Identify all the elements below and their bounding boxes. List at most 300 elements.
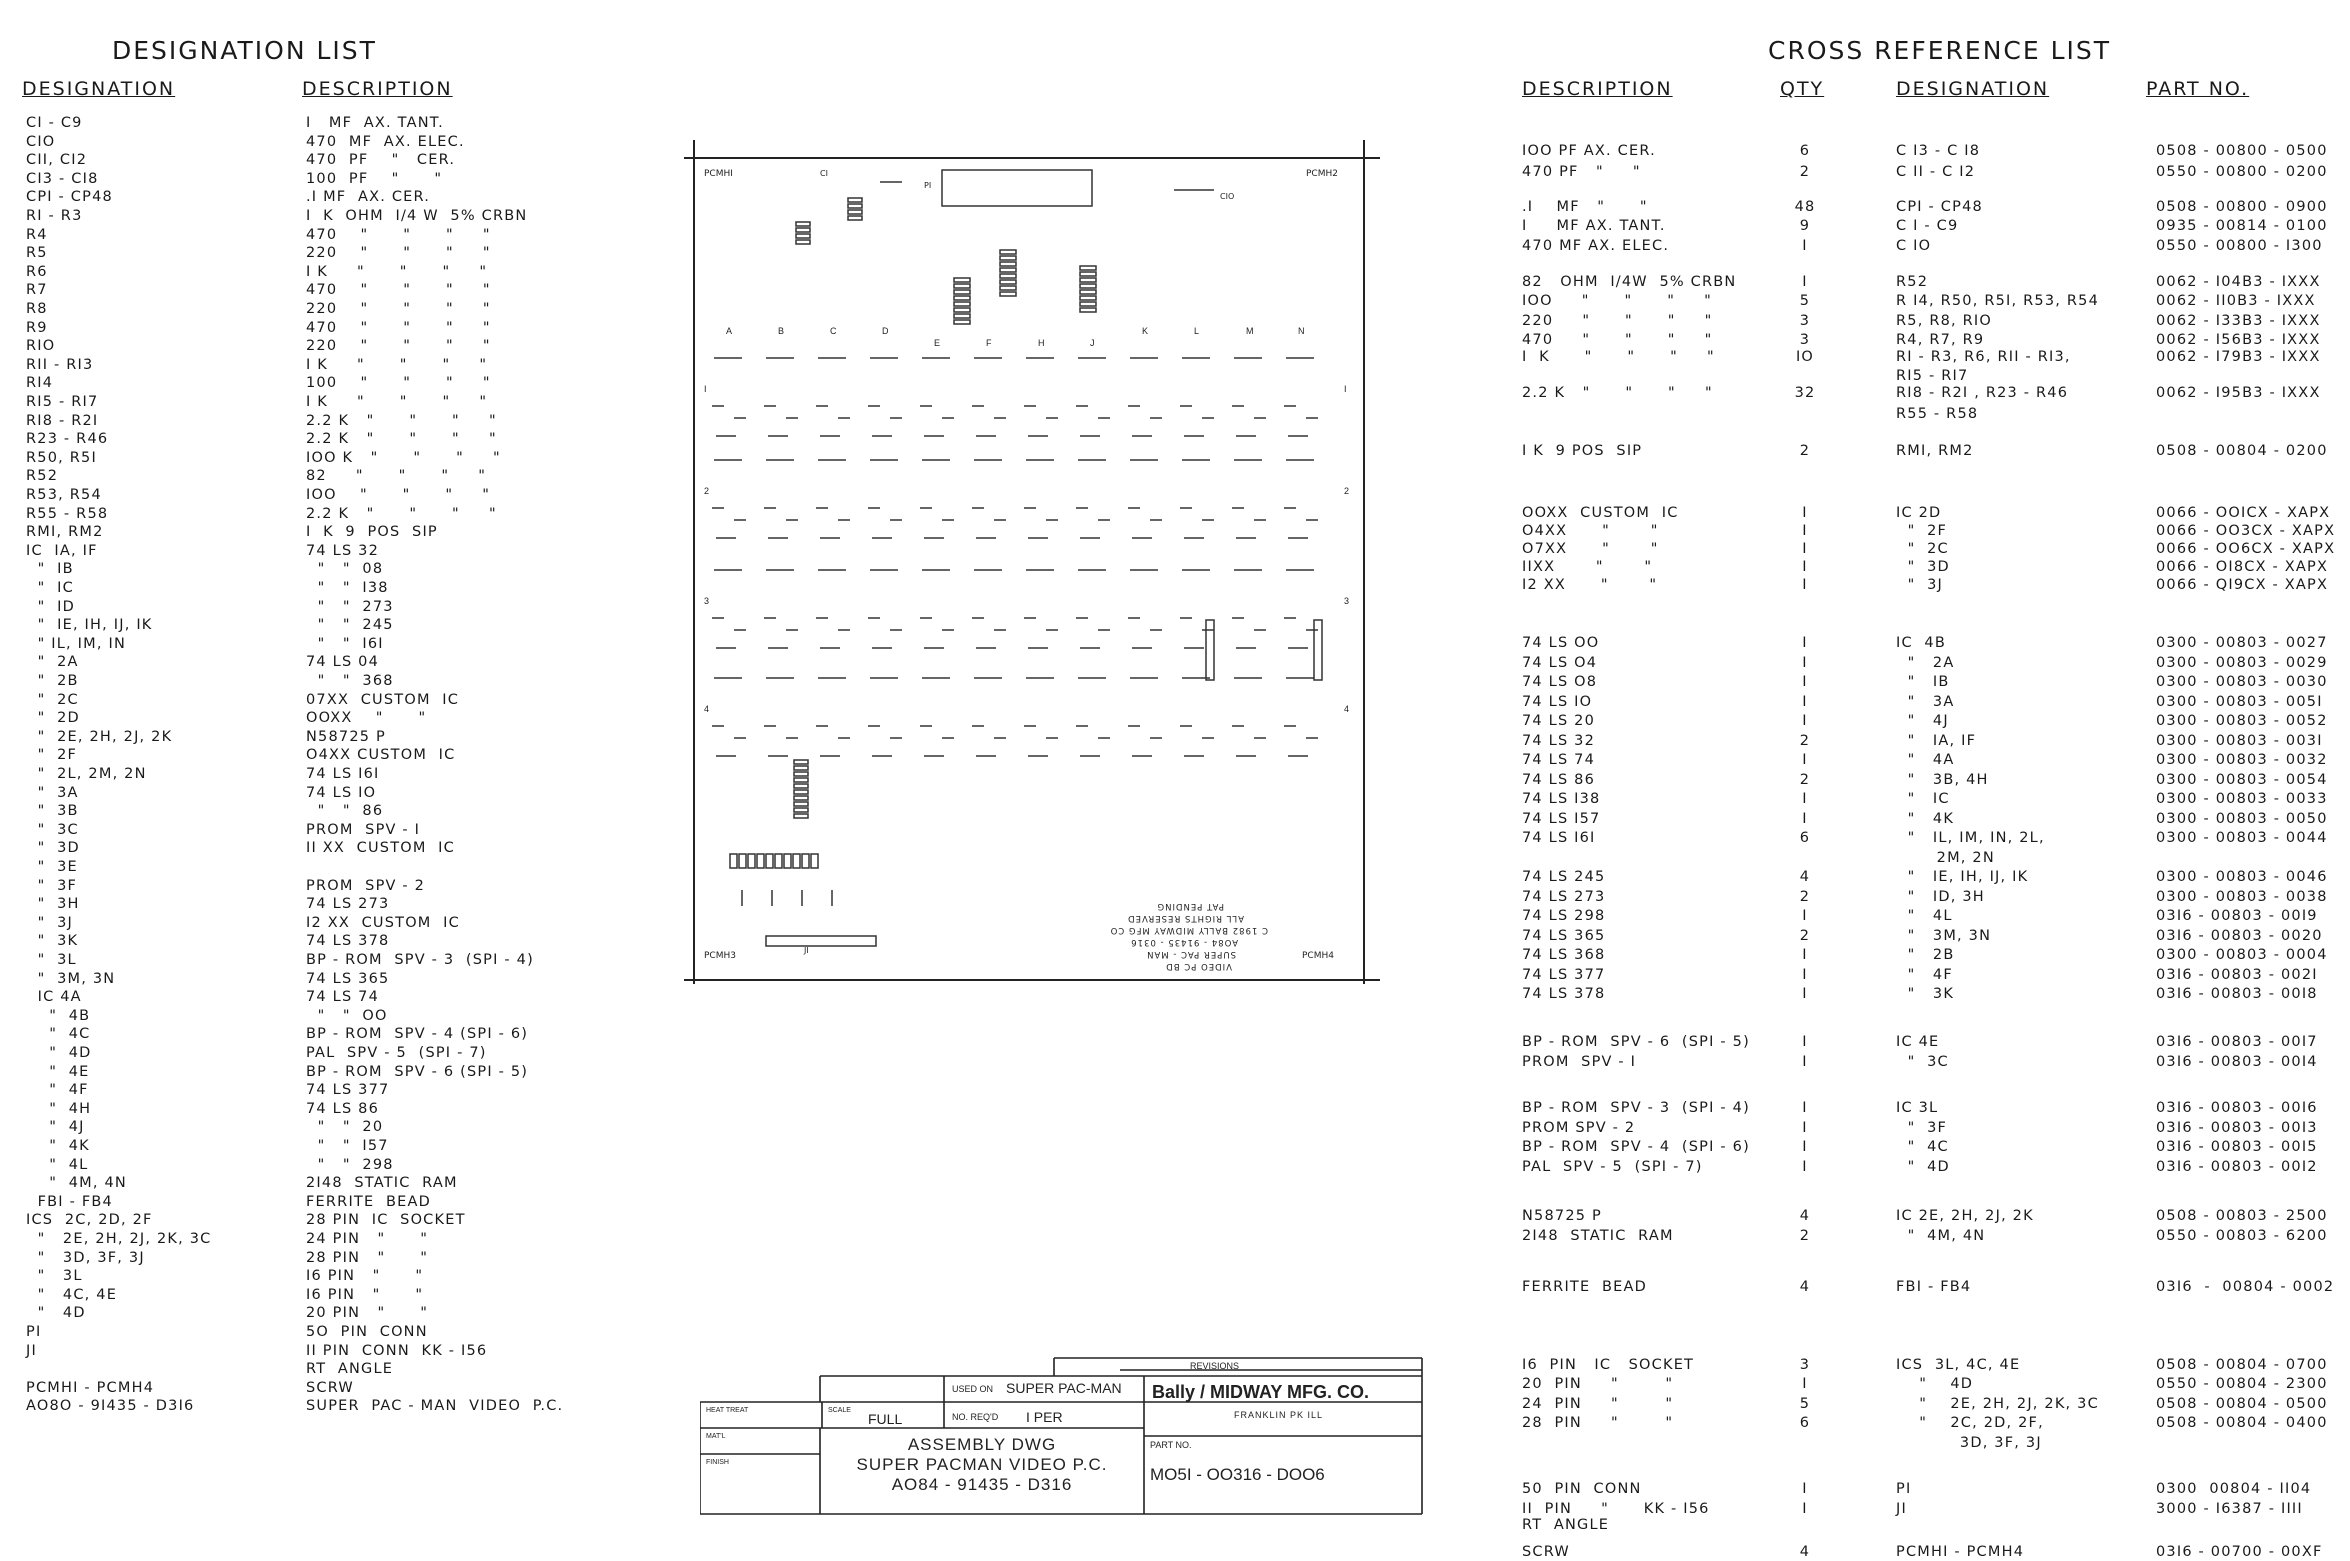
company-location: FRANKLIN PK ILL <box>1234 1410 1324 1420</box>
xref-designation-cell: " IL, IM, IN, 2L, <box>1896 830 2045 846</box>
xref-part-no-cell: 0062 - I79B3 - IXXX <box>2156 348 2321 365</box>
resistor-mark <box>1000 250 1016 254</box>
xref-designation-cell: CPI - CP48 <box>1896 198 1983 215</box>
xref-description-cell: 74 LS 86 <box>1522 771 1596 788</box>
xref-designation-cell: 3D, 3F, 3J <box>1896 1434 2042 1451</box>
xref-description-cell: I MF AX. TANT. <box>1522 218 1666 234</box>
description-cell: N58725 P <box>306 728 386 745</box>
xref-designation-cell: " IA, IF <box>1896 732 1977 749</box>
resistor-mark <box>1080 272 1096 276</box>
xref-description-cell: 74 LS IO <box>1522 693 1593 710</box>
board-row-label-left: 4 <box>704 704 710 714</box>
xref-description-cell: 74 LS 377 <box>1522 966 1606 983</box>
xref-part-no-cell: 03I6 - 00803 - 00I8 <box>2156 986 2318 1002</box>
description-cell: 20 PIN " " <box>306 1305 429 1322</box>
xref-designation-cell: C I3 - C I8 <box>1896 143 1981 159</box>
xref-description-cell: OOXX CUSTOM IC <box>1522 504 1679 521</box>
sip-pin <box>766 854 773 868</box>
xref-qty-cell: 3 <box>1799 312 1811 329</box>
xref-designation-cell: " IE, IH, IJ, IK <box>1896 869 2029 885</box>
resistor-mark <box>1000 274 1016 278</box>
xref-description-cell: FERRITE BEAD <box>1522 1278 1647 1295</box>
resistor-mark <box>1000 286 1016 290</box>
used-on-value: SUPER PAC-MAN <box>1006 1380 1122 1396</box>
designation-cell: RI - R3 <box>26 208 83 224</box>
board-column-label: H <box>1038 338 1045 348</box>
xref-description-cell: 470 PF " " <box>1522 164 1641 180</box>
xref-description-cell: I6 PIN IC SOCKET <box>1522 1356 1695 1373</box>
resistor-mark <box>794 814 808 818</box>
xref-qty-cell: I <box>1802 1139 1808 1155</box>
designation-cell: " 2D <box>26 710 80 727</box>
xref-designation-cell: ICS 3L, 4C, 4E <box>1896 1356 2021 1373</box>
company-logo: Bally / MIDWAY MFG. CO. <box>1152 1382 1370 1402</box>
xref-part-no-cell: 0300 - 00803 - 0027 <box>2156 635 2328 651</box>
xref-part-no-cell: 3000 - I6387 - IIII <box>2156 1500 2303 1517</box>
designation-cell: R9 <box>26 319 48 336</box>
designation-row <box>0 618 520 634</box>
xref-part-no-cell: 0062 - I33B3 - IXXX <box>2156 312 2321 329</box>
xref-qty-cell: I <box>1802 713 1808 729</box>
xref-description-cell: 74 LS 32 <box>1522 732 1596 749</box>
xref-part-no-cell: 0935 - 00814 - 0100 <box>2156 218 2328 234</box>
cross-reference-row <box>0 1156 2340 1176</box>
xref-qty-cell: I <box>1802 908 1808 924</box>
xref-part-no-cell: 03I6 - 00803 - 00I5 <box>2156 1139 2318 1155</box>
xref-qty-cell: 4 <box>1799 1544 1811 1560</box>
xref-designation-cell: " 2C <box>1896 540 1949 557</box>
designation-cell: R53, R54 <box>26 487 102 503</box>
xref-qty-cell: 5 <box>1799 1395 1811 1412</box>
designation-cell: " 4J <box>26 1119 85 1136</box>
description-cell: SCRW <box>306 1379 354 1396</box>
designation-cell: " 2F <box>26 747 78 764</box>
designation-cell: " 3M, 3N <box>26 970 116 987</box>
resistor-mark <box>954 308 970 312</box>
xref-designation-cell: C I - C9 <box>1896 218 1959 234</box>
designation-cell: " IE, IH, IJ, IK <box>26 617 153 634</box>
resistor-mark <box>954 296 970 300</box>
xref-qty-cell: I <box>1802 558 1808 575</box>
resistor-mark <box>954 290 970 294</box>
xref-part-no-cell: 0508 - 00800 - 0500 <box>2156 143 2328 159</box>
board-row-label-left: 2 <box>704 486 710 496</box>
xref-designation-cell: " 3B, 4H <box>1896 771 1989 788</box>
xref-description-cell: 74 LS 20 <box>1522 713 1596 729</box>
xref-part-no-cell: 03I6 - 00803 - 0020 <box>2156 927 2323 944</box>
xref-designation-cell: RI5 - RI7 <box>1896 368 1969 384</box>
designation-cell: ICS 2C, 2D, 2F <box>26 1212 153 1229</box>
description-column-header: DESCRIPTION <box>302 78 453 100</box>
resistor-mark <box>954 278 970 282</box>
description-cell: BP - ROM SPV - 4 (SPI - 6) <box>306 1026 529 1043</box>
notice-line-6: PAT PENDING <box>1156 901 1224 911</box>
xref-qty-cell: 2 <box>1799 1227 1811 1244</box>
xref-part-no-cell: 03I6 - 00803 - 00I2 <box>2156 1158 2318 1175</box>
xref-description-cell: 74 LS I57 <box>1522 810 1601 827</box>
xref-part-no-cell: 0062 - I56B3 - IXXX <box>2156 332 2321 348</box>
title-block <box>700 1346 1430 1518</box>
xref-qty-cell: 2 <box>1799 732 1811 749</box>
designation-cell: R23 - R46 <box>26 431 109 448</box>
designation-cell: R6 <box>26 263 48 280</box>
xref-description-cell: I K 9 POS SIP <box>1522 443 1643 459</box>
designation-cell: " 4B <box>26 1007 91 1024</box>
resistor-mark <box>796 222 810 226</box>
xref-description-cell: IOO PF AX. CER. <box>1522 143 1656 159</box>
xref-description-cell: 220 " " " " <box>1522 312 1713 329</box>
description-cell: SUPER PAC - MAN VIDEO P.C. <box>306 1398 564 1415</box>
xref-description-cell: 74 LS OO <box>1522 635 1600 651</box>
designation-cell: " 4F <box>26 1082 89 1099</box>
xref-description-cell: 74 LS 368 <box>1522 947 1606 963</box>
board-corner-pcmh3: PCMH3 <box>704 951 736 961</box>
description-cell: " " I38 <box>306 580 389 596</box>
board-column-label: J <box>1090 338 1095 348</box>
xref-designation-cell: " 4J <box>1896 713 1949 729</box>
resistor-mark <box>848 210 862 214</box>
xref-designation-cell: " IB <box>1896 674 1950 690</box>
resistor-mark <box>794 802 808 806</box>
xref-description-cell: SCRW <box>1522 1544 1570 1560</box>
xref-description-cell: PAL SPV - 5 (SPI - 7) <box>1522 1158 1703 1175</box>
xref-designation-cell: " 4M, 4N <box>1896 1227 1986 1244</box>
designation-row <box>0 1325 520 1341</box>
designation-cell: R5 <box>26 245 48 262</box>
description-cell: 470 MF AX. ELEC. <box>306 133 465 150</box>
designation-cell: " 2A <box>26 654 79 671</box>
xref-description-cell: BP - ROM SPV - 4 (SPI - 6) <box>1522 1139 1750 1155</box>
description-cell: 470 " " " " <box>306 282 491 299</box>
designation-column-header: DESIGNATION <box>22 78 176 100</box>
designation-cell: RI8 - R2I <box>26 412 99 429</box>
designation-cell: " 3J <box>26 914 74 931</box>
xref-description-cell: 82 OHM I/4W 5% CRBN <box>1522 273 1737 290</box>
board-label-c10: CIO <box>1220 192 1235 201</box>
designation-row <box>0 1176 520 1192</box>
xref-description-cell: 20 PIN " " <box>1522 1376 1674 1392</box>
xref-part-no-cell: 0066 - OO6CX - XAPX <box>2156 540 2336 557</box>
designation-cell: RII - RI3 <box>26 356 94 373</box>
notice-line-4: C 1982 BALLY MIDWAY MFG CO <box>1109 925 1268 935</box>
description-cell: " " 273 <box>306 598 394 615</box>
resistor-mark <box>1000 256 1016 260</box>
pc-board-drawing <box>684 140 1380 984</box>
connector-j1-outline <box>766 936 876 946</box>
description-cell: 2I48 STATIC RAM <box>306 1175 458 1192</box>
xref-designation-cell: IC 2D <box>1896 504 1942 521</box>
xref-designation-cell: R52 <box>1896 273 1929 290</box>
resistor-mark <box>794 796 808 800</box>
description-cell: I K OHM I/4 W 5% CRBN <box>306 208 528 224</box>
board-row-label-right: 2 <box>1344 486 1350 496</box>
board-label-p1: PI <box>924 181 932 190</box>
designation-cell: " IB <box>26 561 74 578</box>
xref-qty-cell: I <box>1802 791 1808 807</box>
xref-qty-cell: 48 <box>1794 198 1816 215</box>
description-cell: 74 LS 04 <box>306 654 380 671</box>
resistor-mark <box>1000 268 1016 272</box>
designation-cell: " 4D <box>26 1305 86 1322</box>
resistor-mark <box>794 778 808 782</box>
designation-cell: " 3B <box>26 803 79 820</box>
board-column-label: M <box>1246 326 1254 336</box>
xref-qty-cell: I <box>1802 654 1808 671</box>
xref-part-no-cell: 0508 - 00803 - 2500 <box>2156 1208 2328 1224</box>
description-cell: BP - ROM SPV - 3 (SPI - 4) <box>306 952 534 968</box>
xref-qty-cell: 4 <box>1799 1208 1811 1224</box>
board-row-label-left: 3 <box>704 596 710 606</box>
xref-designation-cell: " 4L <box>1896 908 1953 924</box>
xref-designation-cell: PI <box>1896 1481 1912 1497</box>
xref-part-no-cell: 03I6 - 00803 - 00I7 <box>2156 1034 2318 1050</box>
resistor-mark <box>794 760 808 764</box>
resistor-mark <box>794 784 808 788</box>
xref-designation-cell: " 3F <box>1896 1119 1948 1136</box>
designation-cell: " 3L <box>26 952 77 968</box>
xref-qty-cell: I <box>1802 810 1808 827</box>
board-row-label-right: I <box>1344 384 1347 394</box>
xref-designation-cell: 2M, 2N <box>1896 849 1995 866</box>
description-cell: 74 LS 32 <box>306 542 380 559</box>
xref-designation-header: DESIGNATION <box>1896 78 2050 100</box>
xref-qty-cell: 4 <box>1799 1278 1811 1295</box>
xref-designation-cell: C IO <box>1896 237 1932 254</box>
designation-row <box>0 116 520 132</box>
board-row-label-right: 3 <box>1344 596 1350 606</box>
xref-part-no-cell: 0300 - 00803 - 0033 <box>2156 791 2328 807</box>
xref-qty-cell: I <box>1802 693 1808 710</box>
resistor-mark <box>794 790 808 794</box>
xref-part-no-cell: 0300 - 00803 - 005I <box>2156 693 2323 710</box>
resistor-mark <box>1080 278 1096 282</box>
description-cell: 82 " " " " <box>306 468 487 485</box>
description-cell: " " 86 <box>306 803 384 820</box>
xref-designation-cell: " ID, 3H <box>1896 888 1985 905</box>
designation-cell: " 4C <box>26 1026 91 1043</box>
resistor-mark <box>796 234 810 238</box>
sip-pin <box>748 854 755 868</box>
xref-description-cell: PROM SPV - 2 <box>1522 1119 1636 1136</box>
description-cell: 220 " " " " <box>306 301 491 317</box>
resistor-mark <box>794 808 808 812</box>
designation-cell: " 2E, 2H, 2J, 2K, 3C <box>26 1231 212 1247</box>
xref-description-cell: 74 LS 298 <box>1522 908 1606 924</box>
xref-description-cell: 74 LS 273 <box>1522 888 1606 905</box>
description-cell: " " 298 <box>306 1156 394 1173</box>
xref-designation-cell: IC 3L <box>1896 1100 1939 1116</box>
cross-reference-row <box>0 1518 2340 1534</box>
xref-description-cell: 74 LS 245 <box>1522 869 1606 885</box>
xref-qty-cell: 6 <box>1799 143 1811 159</box>
description-cell: " " I57 <box>306 1138 389 1154</box>
designation-cell: IC IA, IF <box>26 542 98 559</box>
designation-cell: " IL, IM, IN <box>26 635 126 652</box>
designation-cell: " 3F <box>26 877 78 894</box>
xref-qty-cell: I <box>1802 635 1808 651</box>
xref-description-cell: 470 MF AX. ELEC. <box>1522 237 1670 254</box>
designation-cell: IC 4A <box>26 989 82 1006</box>
sip-pin <box>730 854 737 868</box>
designation-cell: RI5 - RI7 <box>26 394 99 410</box>
description-cell: 07XX CUSTOM IC <box>306 691 460 708</box>
xref-qty-cell: 2 <box>1799 443 1811 459</box>
designation-cell: " 3H <box>26 896 80 913</box>
xref-qty-cell: 2 <box>1799 888 1811 905</box>
xref-designation-cell: " 4C <box>1896 1139 1949 1155</box>
xref-qty-cell: I <box>1802 674 1808 690</box>
xref-designation-cell: " 4A <box>1896 752 1955 768</box>
board-column-label: L <box>1194 326 1200 336</box>
resistor-mark <box>954 302 970 306</box>
xref-qty-cell: I <box>1802 1158 1808 1175</box>
cross-reference-row <box>0 1121 2340 1137</box>
designation-row <box>0 469 520 485</box>
xref-description-cell: I K " " " " <box>1522 348 1715 365</box>
board-label-c1: CI <box>820 169 828 178</box>
xref-qty-cell: I <box>1802 1500 1808 1517</box>
designation-cell: FBI - FB4 <box>26 1193 113 1210</box>
xref-designation-cell: " 3J <box>1896 576 1944 593</box>
revisions-label: REVISIONS <box>1190 1361 1240 1371</box>
description-cell: I K 9 POS SIP <box>306 524 438 541</box>
description-cell: 220 " " " " <box>306 245 491 262</box>
xref-description-cell: O7XX " " <box>1522 540 1659 557</box>
xref-description-cell: 470 " " " " <box>1522 332 1713 348</box>
description-cell: I K " " " " <box>306 394 488 410</box>
description-cell: 28 PIN IC SOCKET <box>306 1212 466 1229</box>
xref-qty-cell: 32 <box>1794 384 1816 401</box>
designation-cell: R8 <box>26 301 48 317</box>
xref-qty-cell: 3 <box>1799 1356 1811 1373</box>
xref-qty-cell: I <box>1802 540 1808 557</box>
cross-reference-row <box>0 1140 2340 1156</box>
description-cell: 74 LS I6I <box>306 766 380 782</box>
no-reqd-label: NO. REQ'D <box>952 1412 999 1422</box>
resistor-mark <box>1000 262 1016 266</box>
xref-qty-cell: I <box>1802 947 1808 963</box>
designation-row <box>0 600 520 616</box>
xref-designation-cell: " 4D <box>1896 1376 1974 1392</box>
sip-pin <box>784 854 791 868</box>
designation-cell: " 3L <box>26 1268 83 1285</box>
description-cell: II XX CUSTOM IC <box>306 840 455 857</box>
xref-description-cell: 2.2 K " " " " <box>1522 384 1713 401</box>
description-cell: 470 " " " " <box>306 226 491 243</box>
designation-cell: CIO <box>26 133 56 150</box>
xref-designation-cell: " 3D <box>1896 558 1950 575</box>
xref-designation-cell: " 2F <box>1896 522 1948 539</box>
xref-qty-cell: I <box>1802 752 1808 768</box>
designation-cell: PCMHI - PCMH4 <box>26 1379 155 1396</box>
designation-cell: " 3C <box>26 821 79 838</box>
xref-designation-cell: " 4K <box>1896 810 1955 827</box>
designation-list-title: DESIGNATION LIST <box>112 36 377 65</box>
designation-cell: " 2L, 2M, 2N <box>26 766 147 782</box>
description-cell: 74 LS IO <box>306 784 377 801</box>
designation-row <box>0 1251 520 1267</box>
xref-designation-cell: PCMHI - PCMH4 <box>1896 1544 2025 1560</box>
xref-part-no-cell: 0066 - OOICX - XAPX <box>2156 504 2331 521</box>
vertical-component <box>1314 620 1322 680</box>
notice-line-5: ALL RIGHTS RESERVED <box>1127 913 1244 923</box>
description-cell: 28 PIN " " <box>306 1249 429 1266</box>
board-corner-pcmh2: PCMH2 <box>1306 169 1338 179</box>
xref-part-no-cell: 0508 - 00804 - 0200 <box>2156 443 2328 459</box>
designation-cell: CII, CI2 <box>26 152 88 169</box>
resistor-mark <box>1080 302 1096 306</box>
description-cell: 220 " " " " <box>306 338 491 355</box>
drawing-title-line-3: AO84 - 91435 - D316 <box>891 1475 1073 1494</box>
xref-part-no-cell: 0550 - 00803 - 6200 <box>2156 1227 2328 1244</box>
resistor-mark <box>848 198 862 202</box>
xref-part-no-cell: 0066 - OI8CX - XAPX <box>2156 558 2329 575</box>
xref-qty-cell: 9 <box>1799 218 1811 234</box>
description-cell: I MF AX. TANT. <box>306 115 444 131</box>
cross-reference-list-title: CROSS REFERENCE LIST <box>1768 36 2112 65</box>
xref-designation-cell: R55 - R58 <box>1896 405 1979 422</box>
xref-part-no-cell: 0300 - 00803 - 0050 <box>2156 810 2328 827</box>
xref-part-no-cell: 0508 - 00804 - 0400 <box>2156 1415 2328 1431</box>
resistor-mark <box>954 284 970 288</box>
resistor-mark <box>848 204 862 208</box>
board-row-label-right: 4 <box>1344 704 1350 714</box>
description-cell: 74 LS 273 <box>306 896 390 913</box>
sip-pin <box>793 854 800 868</box>
xref-designation-cell: " 4D <box>1896 1158 1950 1175</box>
xref-qty-cell: I <box>1802 237 1808 254</box>
designation-cell: " 2C <box>26 691 79 708</box>
cross-reference-row <box>0 1229 2340 1245</box>
designation-cell: RMI, RM2 <box>26 524 104 541</box>
resistor-mark <box>848 216 862 220</box>
xref-part-no-cell: 0300 - 00803 - 0038 <box>2156 888 2328 905</box>
description-cell: 470 PF " CER. <box>306 152 456 169</box>
xref-part-no-cell: 03I6 - 00803 - 002I <box>2156 966 2318 983</box>
xref-designation-cell: " IC <box>1896 791 1950 807</box>
sip-pin <box>775 854 782 868</box>
resistor-mark <box>954 320 970 324</box>
xref-description-cell: II PIN " KK - I56 <box>1522 1500 1710 1517</box>
xref-part-no-cell: 0550 - 00800 - 0200 <box>2156 164 2328 180</box>
xref-designation-cell: IC 4E <box>1896 1034 1940 1050</box>
xref-description-cell: I2 XX " " <box>1522 576 1658 593</box>
designation-cell: R50, R5I <box>26 449 97 466</box>
designation-cell: " IC <box>26 580 74 596</box>
board-column-label: B <box>778 326 785 336</box>
xref-qty-cell: I <box>1802 1100 1808 1116</box>
xref-part-no-header: PART NO. <box>2146 78 2250 100</box>
heat-treat-label: HEAT TREAT <box>706 1407 749 1414</box>
xref-description-cell: RT ANGLE <box>1522 1517 1610 1533</box>
description-cell: PAL SPV - 5 (SPI - 7) <box>306 1045 487 1061</box>
board-row-label-left: I <box>704 384 707 394</box>
description-cell: BP - ROM SPV - 6 (SPI - 5) <box>306 1063 529 1080</box>
designation-cell: " 3K <box>26 933 79 950</box>
designation-cell: CI3 - CI8 <box>26 170 99 187</box>
xref-part-no-cell: 0062 - II0B3 - IXXX <box>2156 293 2316 309</box>
designation-cell: " 3D, 3F, 3J <box>26 1249 145 1266</box>
description-cell: 74 LS 365 <box>306 970 390 987</box>
resistor-mark <box>1080 284 1096 288</box>
xref-designation-cell: RI - R3, R6, RII - RI3, <box>1896 348 2071 365</box>
xref-designation-cell: IC 2E, 2H, 2J, 2K <box>1896 1208 2034 1224</box>
xref-qty-cell: 2 <box>1799 771 1811 788</box>
xref-part-no-cell: 0066 - QI9CX - XAPX <box>2156 576 2329 593</box>
xref-qty-cell: 2 <box>1799 927 1811 944</box>
xref-qty-cell: I <box>1802 986 1808 1002</box>
description-cell: " " 20 <box>306 1119 384 1136</box>
